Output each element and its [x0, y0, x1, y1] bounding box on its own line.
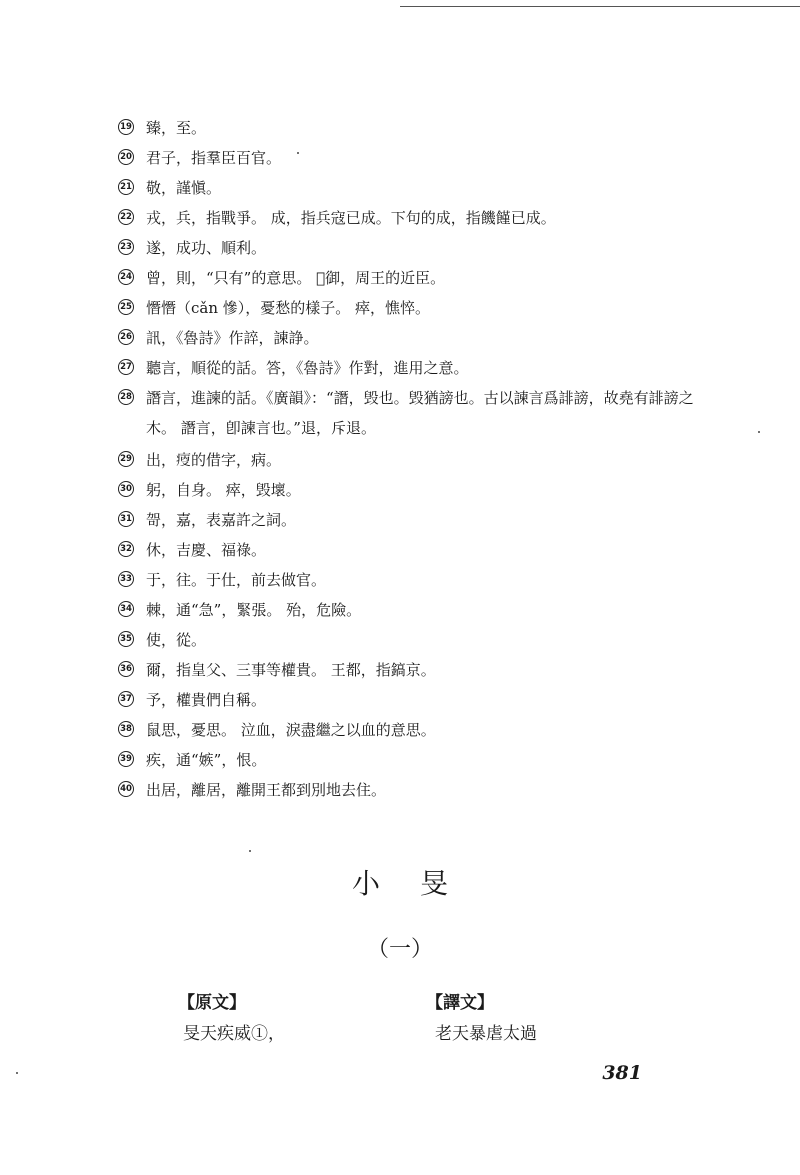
- note-item: [118, 685, 718, 715]
- note-text: 遂，成功、順利。: [146, 239, 267, 257]
- translation-line: 老天暴虐太過: [435, 1024, 537, 1044]
- note-text: 臻，至。: [146, 119, 207, 137]
- scan-speck: [297, 152, 299, 154]
- scan-speck: [16, 1072, 18, 1074]
- note-number: 40: [118, 781, 134, 797]
- note-text: 出，𤶯的借字，病。: [146, 451, 282, 469]
- note-number: 32: [118, 541, 134, 557]
- note-text: 使，從。: [146, 631, 207, 649]
- note-number: 31: [118, 511, 134, 527]
- note-text: 棘，通“急”，緊張。 殆，危險。: [146, 601, 362, 619]
- note-number: 21: [118, 179, 134, 195]
- note-number: 26: [118, 329, 134, 345]
- note-text: 予，權貴們自稱。: [146, 691, 267, 709]
- note-item: [118, 383, 718, 445]
- note-item: [118, 775, 718, 805]
- note-text: 戎，兵，指戰爭。 成，指兵寇已成。下句的成，指饑饉已成。: [146, 209, 556, 227]
- note-number: 22: [118, 209, 134, 225]
- note-text: 鼠思，憂思。 泣血，淚盡繼之以血的意思。: [146, 721, 436, 739]
- note-item: [118, 625, 718, 655]
- note-item: [118, 143, 718, 173]
- note-item: [118, 263, 718, 293]
- note-text: 敬，謹愼。: [146, 179, 222, 197]
- note-text: 君子，指羣臣百官。: [146, 149, 282, 167]
- note-text: 哿，嘉，表嘉許之詞。: [146, 511, 297, 529]
- section-title: 小旻: [351, 867, 488, 900]
- note-item: [118, 203, 718, 233]
- note-number: 29: [118, 451, 134, 467]
- note-text: 休，吉慶、福祿。: [146, 541, 267, 559]
- note-text: 爾，指皇父、三事等權貴。 王都，指鎬京。: [146, 661, 436, 679]
- note-item: [118, 595, 718, 625]
- notes-list: [118, 113, 718, 805]
- note-number: 30: [118, 481, 134, 497]
- note-number: 24: [118, 269, 134, 285]
- note-item: [118, 745, 718, 775]
- note-text: 躬，自身。 瘁，毁壞。: [146, 481, 301, 499]
- note-number: 19: [118, 119, 134, 135]
- note-item: [118, 323, 718, 353]
- note-number: 35: [118, 631, 134, 647]
- note-text: 憯憯（cǎn 慘），憂愁的樣子。 瘁，憔悴。: [146, 299, 431, 317]
- note-text: 訊，《魯詩》作誶，諫諍。: [146, 329, 319, 347]
- note-text: 出居，離居，離開王都到別地去住。: [146, 781, 387, 799]
- top-rule: [400, 6, 800, 7]
- note-item: [118, 565, 718, 595]
- note-item: [118, 535, 718, 565]
- note-item: [118, 655, 718, 685]
- note-item: [118, 475, 718, 505]
- note-number: 20: [118, 149, 134, 165]
- original-text-label: 【原文】: [178, 993, 246, 1013]
- note-number: 36: [118, 661, 134, 677]
- note-text: 聽言，順從的話。答，《魯詩》作對，進用之意。: [146, 359, 469, 377]
- note-number: 27: [118, 359, 134, 375]
- note-item: [118, 113, 718, 143]
- note-item: [118, 173, 718, 203]
- note-item: [118, 293, 718, 323]
- note-number: 28: [118, 389, 134, 405]
- note-text: 疾，通“嫉”，恨。: [146, 751, 267, 769]
- note-number: 38: [118, 721, 134, 737]
- note-text: 譖言，進諫的話。《廣韻》：“譖，毁也。毁猶謗也。古以諫言爲誹謗，故堯有誹謗之木。 譖言，卽諫言也。”退，斥退。: [146, 389, 694, 437]
- note-number: 25: [118, 299, 134, 315]
- note-number: 37: [118, 691, 134, 707]
- note-number: 34: [118, 601, 134, 617]
- note-number: 39: [118, 751, 134, 767]
- note-text: 曾，則，“只有”的意思。 𫚴御，周王的近臣。: [146, 269, 446, 287]
- subsection-title: （一）: [366, 937, 433, 962]
- note-item: [118, 505, 718, 535]
- note-text: 于，往。于仕，前去做官。: [146, 571, 327, 589]
- translation-label: 【譯文】: [426, 993, 494, 1013]
- original-text-line: 旻天疾威①，: [183, 1024, 285, 1044]
- note-item: [118, 353, 718, 383]
- page-number: 381: [602, 1062, 642, 1084]
- note-item: [118, 445, 718, 475]
- note-number: 33: [118, 571, 134, 587]
- note-number: 23: [118, 239, 134, 255]
- scan-speck: [758, 431, 760, 433]
- note-item: [118, 233, 718, 263]
- note-item: [118, 715, 718, 745]
- scan-speck: [249, 850, 251, 852]
